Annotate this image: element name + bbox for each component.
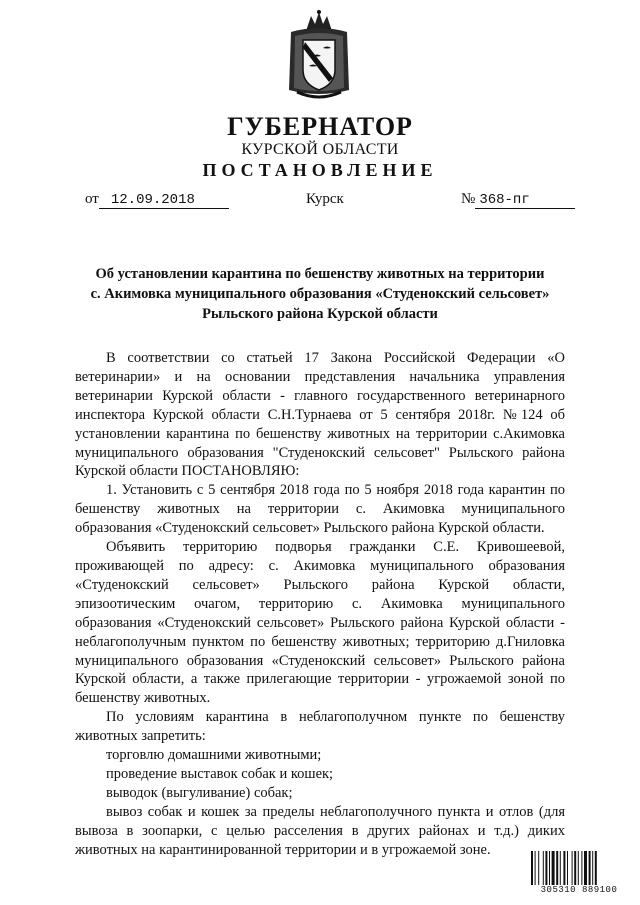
barcode-icon: [531, 851, 627, 885]
coat-of-arms-icon: [283, 10, 355, 100]
document-date: [85, 191, 229, 209]
subject-line: Рыльского района Курской области: [202, 306, 438, 322]
document-body: [75, 349, 565, 859]
page-title: ГУБЕРНАТОР: [227, 112, 413, 141]
document-city: Курск: [306, 191, 344, 207]
document-type: ПОСТАНОВЛЕНИЕ: [202, 160, 438, 180]
body-paragraph: 1. Установить с 5 сентября 2018 года по 5 ноября 2018 года карантин по бешенству животных на территории с. Акимовка муниципального образования «Студенокский сельсовет» Рыльского района Курской области.: [75, 482, 565, 537]
barcode: [531, 851, 627, 895]
subject-line: Об установлении карантина по бешенству животных на территории: [95, 266, 545, 282]
barcode-number: 305310 889100: [540, 885, 618, 895]
number-value: 368-пг: [479, 192, 530, 208]
date-prefix: от: [85, 191, 99, 207]
region-subtitle: КУРСКОЙ ОБЛАСТИ: [241, 141, 399, 158]
body-paragraph: По условиям карантина в неблагополучном пункте по бешенству животных запретить:: [75, 709, 565, 745]
body-paragraph: В соответствии со статьей 17 Закона Российской Федерации «О ветеринарии» и на основании представления начальника управления ветеринарии Курской области - главного государственного ветеринарного инспектора Курской области С.Н.Турнаева от 5 сентября 2018г. №124 об установлении карантина по бешенству животных на территории с.Акимовка муниципального образования "Студенокский сельсовет" Рыльского района Курской области ПОСТАНОВЛЯЮ:: [75, 350, 565, 480]
body-paragraph: вывоз собак и кошек за пределы неблагополучного пункта и отлов (для вывоза в зоопарки, с целью расселения в других районах и т.д.) диких животных на карантинированной территории и в угрожаемой зоне.: [75, 803, 565, 858]
list-item: выводок (выгуливание) собак;: [106, 784, 293, 801]
list-item: торговлю домашними животными;: [106, 747, 322, 764]
date-value: 12.09.2018: [110, 192, 195, 208]
body-paragraph: Объявить территорию подворья гражданки С.Е. Кривошеевой, проживающей по адресу: с. Акимовка муниципального образования «Студенокский сельсовет» Рыльского района Курской области, эпизоотическим очагом, территорию с. Акимовка муниципального образования «Студенокский сельсовет» Рыльского района Курской области - неблагополучным пунктом по бешенству животных; территорию д.Гниловка муниципального образования «Студенокский сельсовет» Рыльского района Курской области, а также прилегающие территории - угрожаемой зоной по бешенству животных.: [75, 539, 565, 707]
list-item: проведение выставок собак и кошек;: [106, 765, 334, 782]
document-subject: [70, 264, 570, 324]
subject-line: с. Акимовка муниципального образования «Студенокский сельсовет»: [90, 286, 550, 302]
number-prefix: №: [461, 191, 476, 207]
document-number: [461, 191, 575, 209]
